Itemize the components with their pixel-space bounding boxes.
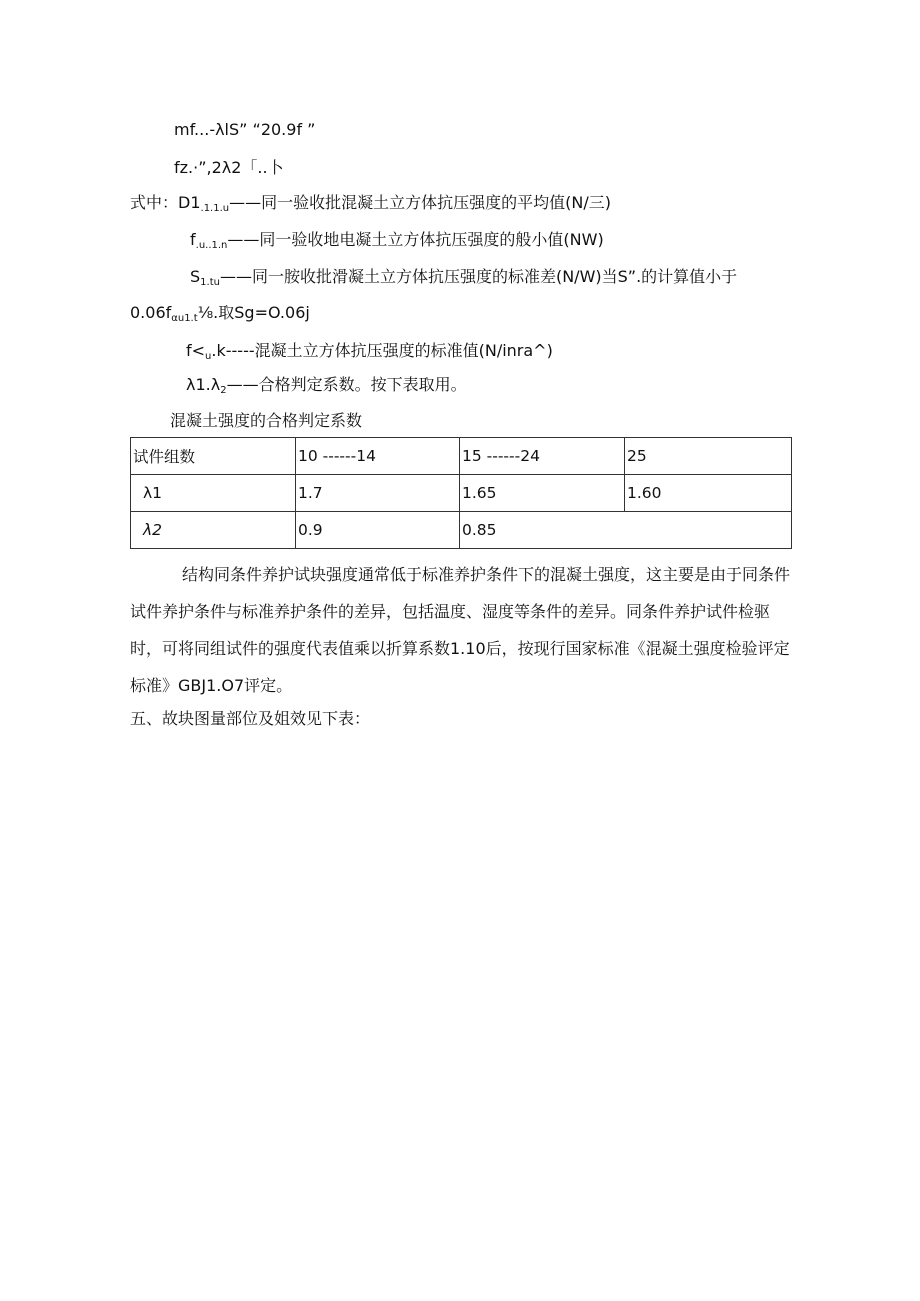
- where-item-2: [190, 229, 604, 254]
- symbol: λ1.λ: [186, 375, 221, 394]
- table-row: [131, 512, 792, 549]
- value-prefix: 0.06f: [130, 303, 172, 322]
- definition: ——同一胺收批滑凝土立方体抗压强度的标准差(N/W)当S”.的计算值小于: [219, 267, 738, 286]
- where-item-3: [190, 266, 737, 291]
- table-header-cell: 10 ------14: [296, 438, 460, 475]
- symbol: f<: [186, 341, 206, 360]
- symbol-subscript: .1.1.u: [200, 203, 230, 214]
- table-row: [131, 475, 792, 512]
- definition: ——合格判定系数。按下表取用。: [226, 375, 467, 394]
- where-item-1: [130, 192, 611, 217]
- table-cell: 1.60: [625, 475, 792, 512]
- table-header-cell: 试件组数: [131, 438, 296, 475]
- formula-line-2: fz.·”,2λ2「..卜: [174, 158, 284, 177]
- where-item-5: [186, 374, 467, 399]
- symbol: D1: [178, 193, 201, 212]
- symbol-subscript: 2: [220, 385, 227, 396]
- table-header-cell: 25: [625, 438, 792, 475]
- symbol: f: [190, 230, 196, 249]
- definition: ——同一验收地电凝土立方体抗压强度的般小值(NW): [227, 230, 604, 249]
- value-subscript: αu1.t: [171, 313, 198, 324]
- definition: ⅛.取Sg=O.06j: [197, 303, 310, 322]
- table-cell: 1.7: [296, 475, 460, 512]
- table-cell: λ2: [131, 512, 296, 549]
- symbol: S: [190, 267, 201, 286]
- formula-line-1: mf...-λlS” “20.9f ”: [174, 120, 316, 139]
- body-paragraph: 结构同条件养护试块强度通常低于标准养护条件下的混凝土强度，这主要是由于同条件试件养护条件与标准养护条件的差异，包括温度、湿度等条件的差异。同条件养护试件检驱时，可将同组试件的强度代表值乘以折算系数1.10后，按现行国家标准《混凝土强度检验评定标准》GBJ1.O7评定。: [130, 565, 791, 695]
- table-header-cell: 15 ------24: [460, 438, 625, 475]
- definition: ——同一验收批混凝土立方体抗压强度的平均值(N/三): [229, 193, 611, 212]
- section-heading: 五、故块图量部位及姐效见下表：: [130, 709, 371, 728]
- where-item-4: [186, 340, 553, 365]
- table-cell: λ1: [131, 475, 296, 512]
- table-cell: 0.9: [296, 512, 460, 549]
- table-cell: 0.85: [460, 512, 792, 549]
- definition: .k-----混凝土立方体抗压强度的标准值(N∕inra^): [211, 341, 553, 360]
- table-header-row: [131, 438, 792, 475]
- symbol-subscript: u: [205, 351, 212, 362]
- symbol-subscript: .u..1.n: [195, 240, 228, 251]
- table-cell: 1.65: [460, 475, 625, 512]
- where-item-3-continuation: [130, 302, 310, 327]
- symbol-subscript: 1.tu: [200, 277, 220, 288]
- where-prefix: 式中：: [130, 193, 179, 212]
- table-title: 混凝土强度的合格判定系数: [170, 411, 363, 430]
- coefficient-table: [130, 437, 792, 549]
